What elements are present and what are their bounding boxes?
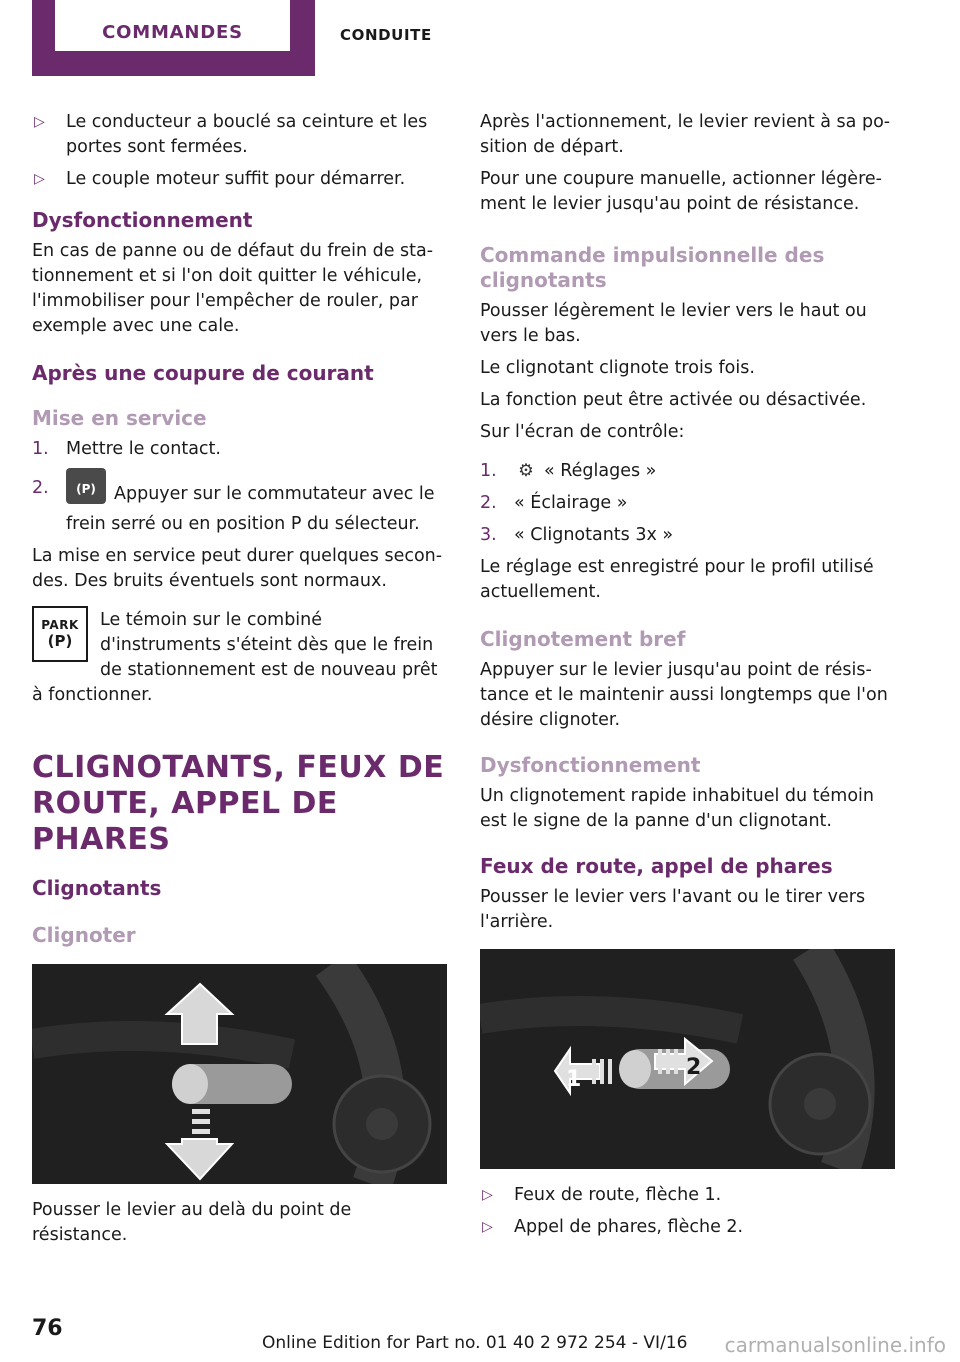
mise-text: La mise en service peut durer quelques secondes. Des bruits éventuels sont normaux.	[32, 546, 443, 591]
heading-impulsion: Commande impulsionnelle des clignotants	[480, 243, 825, 292]
feux-text: Pousser le levier vers l'avant ou le tirer vers l'arrière.	[480, 887, 866, 932]
arrow-label-1: 1	[566, 1067, 582, 1092]
list-item: ▷ Le conducteur a bouclé sa ceinture et les portes sont fermées.	[34, 112, 428, 157]
edition-footer: Online Edition for Part no. 01 40 2 972 254 - VI/16	[262, 1333, 688, 1353]
impulsion-text-4: Sur l'écran de contrôle:	[480, 422, 685, 442]
section-title: CLIGNOTANTS, FEUX DE ROUTE, APPEL DE PHARES	[32, 750, 445, 857]
list-item: 1. Mettre le contact.	[32, 439, 221, 459]
list-item: 3. « Clignotants 3x »	[480, 525, 674, 545]
headlight-lever-illustration	[480, 949, 895, 1169]
tab-commandes-label: COMMANDES	[54, 0, 291, 52]
intro-text-2: Pour une coupure manuelle, actionner légèrement le levier jusqu'au point de résistance.	[480, 169, 882, 214]
impulsion-text-2: Le clignotant clignote trois fois.	[480, 358, 755, 378]
arrow-label-2: 2	[686, 1055, 702, 1080]
heading-clignotement-bref: Clignotement bref	[480, 627, 686, 651]
impulsion-text-1: Pousser légèrement le levier vers le haut ou vers le bas.	[480, 301, 867, 346]
park-warning-icon: PARK (P)	[32, 606, 88, 662]
list-item: ▷ Appel de phares, flèche 2.	[480, 1215, 898, 1240]
bref-text: Appuyer sur le levier jusqu'au point de résistance et le maintenir aussi longtemps que l'on désire clignoter.	[480, 660, 888, 730]
left-column	[32, 110, 447, 1255]
right-column	[480, 110, 898, 1247]
conditions-list	[32, 110, 447, 192]
list-item: 1. ⚙ « Réglages »	[480, 459, 898, 484]
turn-signal-lever-illustration	[32, 964, 447, 1184]
heading-dysfonctionnement: Dysfonctionnement	[32, 208, 253, 232]
heading-clignoter: Clignoter	[32, 923, 136, 947]
dysfonctionnement-text: En cas de panne ou de défaut du frein de stationnement et si l'on doit quitter le véhicule, l'immobiliser pour l'empêcher de rouler, par exemple avec une cale.	[32, 241, 434, 336]
bullet-arrow-icon: ▷	[34, 171, 45, 187]
heading-mise-en-service: Mise en service	[32, 406, 207, 430]
bullet-arrow-icon: ▷	[34, 114, 45, 130]
bullet-arrow-icon: ▷	[482, 1219, 493, 1235]
gear-icon: ⚙	[518, 461, 534, 481]
heading-feux-de-route: Feux de route, appel de phares	[480, 854, 833, 878]
park-note	[32, 608, 447, 708]
impulsion-text-3: La fonction peut être activée ou désactivée.	[480, 390, 867, 410]
intro-text-1: Après l'actionnement, le levier revient à sa position de départ.	[480, 112, 891, 157]
list-item: 2. (P) Appuyer sur le commutateur avec le frein serré ou en position P du sélecteur.	[32, 476, 447, 537]
heading-dysfonctionnement-right: Dysfonctionnement	[480, 753, 701, 777]
figure-caption: Pousser le levier au delà du point de résistance.	[32, 1200, 352, 1245]
tab-conduite[interactable]: CONDUITE	[340, 26, 432, 44]
parking-brake-button-icon	[66, 468, 106, 504]
heading-coupure-courant: Après une coupure de courant	[32, 361, 374, 385]
feux-list	[480, 1183, 898, 1240]
heading-clignotants: Clignotants	[32, 876, 162, 900]
list-item: ▷ Feux de route, flèche 1.	[480, 1183, 898, 1208]
mise-steps	[32, 437, 447, 537]
dysf-text: Un clignotement rapide inhabituel du témoin est le signe de la panne d'un clignotant.	[480, 786, 874, 831]
tab-commandes[interactable]	[32, 0, 315, 76]
park-note-text: Le témoin sur le combiné d'instruments s'éteint dès que le frein de stationnement est de nouveau prêt à fonctionner.	[32, 610, 438, 705]
menu-steps	[480, 459, 898, 548]
page-number: 76	[32, 1316, 63, 1341]
list-item: ▷ Le couple moteur suffit pour démarrer.	[32, 167, 447, 192]
watermark: carmanualsonline.info	[724, 1333, 946, 1357]
menu-note: Le réglage est enregistré pour le profil utilisé actuellement.	[480, 557, 874, 602]
bullet-arrow-icon: ▷	[482, 1187, 493, 1203]
list-item: 2. « Éclairage »	[480, 493, 628, 513]
